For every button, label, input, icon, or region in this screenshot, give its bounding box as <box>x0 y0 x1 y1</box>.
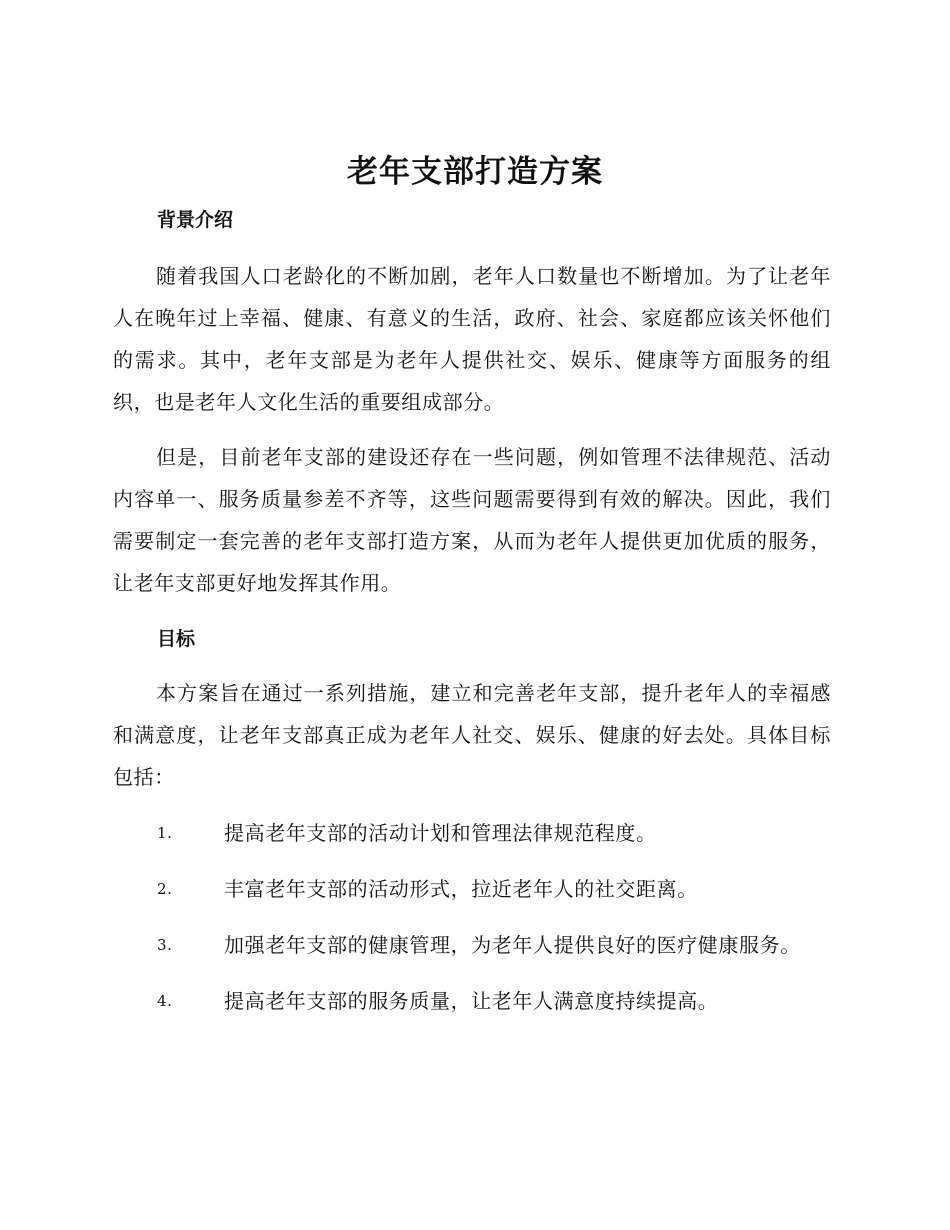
list-item-text: 提高老年支部的服务质量，让老年人满意度持续提高。 <box>224 989 719 1013</box>
document-title: 老年支部打造方案 <box>347 154 603 190</box>
goals-list <box>113 815 843 1039</box>
paragraph-goals-intro: 本方案旨在通过一系列措施，建立和完善老年支部，提升老年人的幸福感和满意度，让老年支部真正成为老年人社交、娱乐、健康的好去处。具体目标包括： <box>113 681 831 789</box>
paragraph-background-1: 随着我国人口老龄化的不断加剧，老年人口数量也不断增加。为了让老年人在晚年过上幸福、健康、有意义的生活，政府、社会、家庭都应该关怀他们的需求。其中，老年支部是为老年人提供社交、娱乐、健康等方面服务的组织，也是老年人文化生活的重要组成部分。 <box>113 264 831 414</box>
list-item <box>113 815 843 871</box>
section-heading-goals: 目标 <box>157 628 196 650</box>
list-item-number: 4. <box>157 992 173 1010</box>
list-item-text: 提高老年支部的活动计划和管理法律规范程度。 <box>224 821 657 845</box>
list-item-number: 1. <box>157 824 173 842</box>
list-item <box>113 927 843 983</box>
list-item-text: 加强老年支部的健康管理，为老年人提供良好的医疗健康服务。 <box>224 933 801 957</box>
list-item-text: 丰富老年支部的活动形式，拉近老年人的社交距离。 <box>224 877 698 901</box>
paragraph-background-2: 但是，目前老年支部的建设还存在一些问题，例如管理不法律规范、活动内容单一、服务质量参差不齐等，这些问题需要得到有效的解决。因此，我们需要制定一套完善的老年支部打造方案，从而为老年人提供更加优质的服务，让老年支部更好地发挥其作用。 <box>113 445 831 595</box>
list-item-number: 3. <box>157 936 173 954</box>
list-item <box>113 983 843 1039</box>
section-heading-background: 背景介绍 <box>157 209 234 231</box>
list-item-number: 2. <box>157 880 173 898</box>
list-item <box>113 871 843 927</box>
